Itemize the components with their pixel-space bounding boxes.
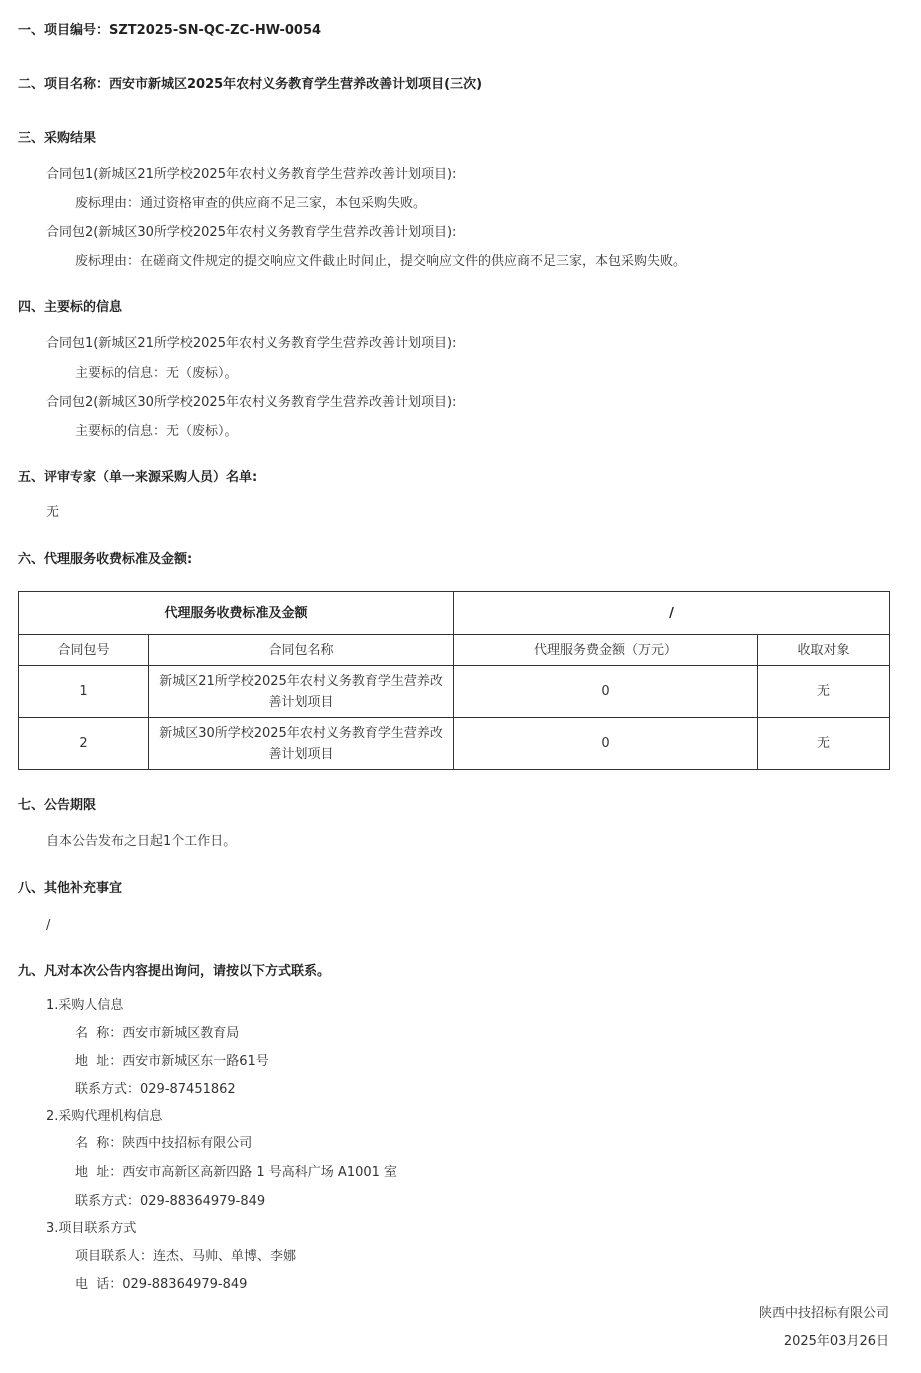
buyer-info-title: 1.采购人信息 xyxy=(46,998,124,1013)
section-main-subject-title: 四、主要标的信息 xyxy=(18,300,123,315)
section-experts-title: 五、评审专家（单一来源采购人员）名单: xyxy=(18,470,258,485)
project-contact-phone: 电 话：029-88364979-849 xyxy=(75,1277,248,1292)
section-contact-title: 九、凡对本次公告内容提出询问，请按以下方式联系。 xyxy=(18,964,331,979)
cell-charge-object: 无 xyxy=(758,666,890,718)
subject-package-2: 合同包2(新城区30所学校2025年农村义务教育学生营养改善计划项目): xyxy=(46,395,457,410)
subject-package-2-info: 主要标的信息：无（废标）。 xyxy=(75,424,238,439)
agent-phone: 联系方式：029-88364979-849 xyxy=(75,1194,266,1209)
table-row xyxy=(19,718,890,770)
other-value: / xyxy=(46,918,51,933)
section-project-name: 二、项目名称：西安市新城区2025年农村义务教育学生营养改善计划项目(三次) xyxy=(18,77,483,92)
cell-package-number: 2 xyxy=(19,718,149,770)
header-package-number: 合同包号 xyxy=(19,635,149,666)
cell-package-name: 新城区30所学校2025年农村义务教育学生营养改善计划项目 xyxy=(149,718,454,770)
header-package-name: 合同包名称 xyxy=(149,635,454,666)
agent-info-title: 2.采购代理机构信息 xyxy=(46,1109,163,1124)
cell-package-name: 新城区21所学校2025年农村义务教育学生营养改善计划项目 xyxy=(149,666,454,718)
section-result-title: 三、采购结果 xyxy=(18,131,97,146)
fee-table-title-row xyxy=(19,592,890,635)
cell-fee-amount: 0 xyxy=(454,718,758,770)
result-package-1-reason: 废标理由：通过资格审查的供应商不足三家，本包采购失败。 xyxy=(75,196,427,211)
header-fee-amount: 代理服务费金额（万元） xyxy=(454,635,758,666)
agent-address: 地 址：西安市高新区高新四路 1 号高科广场 A1001 室 xyxy=(75,1165,398,1180)
buyer-phone: 联系方式：029-87451862 xyxy=(75,1082,236,1097)
fee-table-title-value: / xyxy=(454,592,890,635)
cell-charge-object: 无 xyxy=(758,718,890,770)
section-other-title: 八、其他补充事宜 xyxy=(18,881,123,896)
result-package-2: 合同包2(新城区30所学校2025年农村义务教育学生营养改善计划项目): xyxy=(46,225,457,240)
period-value: 自本公告发布之日起1个工作日。 xyxy=(46,834,237,849)
result-package-1: 合同包1(新城区21所学校2025年农村义务教育学生营养改善计划项目): xyxy=(46,167,457,182)
fee-table-header-row xyxy=(19,635,890,666)
project-contact-people: 项目联系人：连杰、马帅、单博、李娜 xyxy=(75,1249,297,1264)
result-package-2-reason: 废标理由：在磋商文件规定的提交响应文件截止时间止，提交响应文件的供应商不足三家，本包采购失败。 xyxy=(75,254,687,269)
section-project-number: 一、项目编号：SZT2025-SN-QC-ZC-HW-0054 xyxy=(18,23,322,38)
footer-date: 2025年03月26日 xyxy=(783,1334,889,1349)
cell-fee-amount: 0 xyxy=(454,666,758,718)
header-charge-object: 收取对象 xyxy=(758,635,890,666)
fee-table xyxy=(18,591,890,770)
experts-value: 无 xyxy=(46,505,60,520)
table-row xyxy=(19,666,890,718)
project-contact-title: 3.项目联系方式 xyxy=(46,1221,137,1236)
footer-company: 陕西中技招标有限公司 xyxy=(758,1306,889,1321)
cell-package-number: 1 xyxy=(19,666,149,718)
subject-package-1: 合同包1(新城区21所学校2025年农村义务教育学生营养改善计划项目): xyxy=(46,336,457,351)
section-period-title: 七、公告期限 xyxy=(18,798,97,813)
section-fee-title: 六、代理服务收费标准及金额: xyxy=(18,552,193,567)
agent-name: 名 称：陕西中技招标有限公司 xyxy=(75,1136,253,1151)
subject-package-1-info: 主要标的信息：无（废标）。 xyxy=(75,366,238,381)
buyer-address: 地 址：西安市新城区东一路61号 xyxy=(75,1054,269,1069)
fee-table-title: 代理服务收费标准及金额 xyxy=(19,592,454,635)
buyer-name: 名 称：西安市新城区教育局 xyxy=(75,1026,240,1041)
